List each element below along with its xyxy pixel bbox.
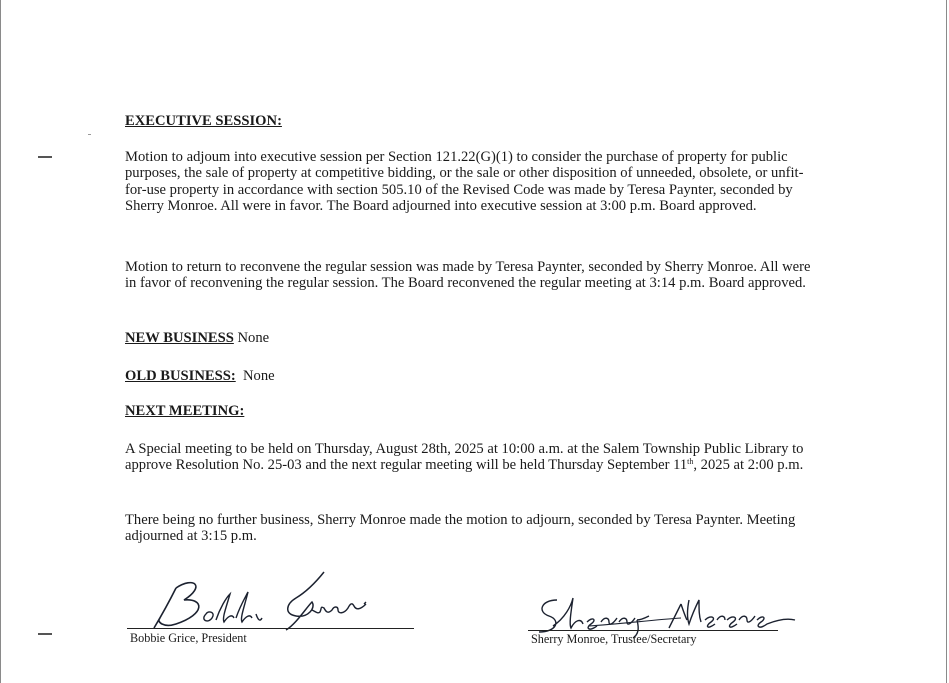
margin-mark: [38, 156, 52, 158]
new-business-heading: NEW BUSINESS: [125, 330, 234, 346]
president-signature: [146, 568, 386, 633]
closing-paragraph: There being no further business, Sherry Monroe made the motion to adjourn, seconded by Teresa Paynter. Meeting adjourned at 3:15 p.m.: [125, 512, 796, 545]
margin-tick: [88, 134, 91, 135]
new-business-value: None: [237, 330, 270, 346]
executive-session-heading: EXECUTIVE SESSION:: [125, 113, 282, 129]
next-meeting-heading: NEXT MEETING:: [125, 403, 245, 419]
old-business-line: [125, 368, 825, 384]
president-signature-line: [127, 628, 414, 629]
next-meeting-paragraph: A Special meeting to be held on Thursday, August 28th, 2025 at 10:00 a.m. at the Salem Township Public Library to approve Resolution No. 25-03 and the next regular meeting will be held Thursday September 11th, 2025 at 2:00 p.m.: [125, 441, 804, 474]
executive-session-paragraph: Motion to adjoum into executive session per Section 121.22(G)(1) to consider the purchase of property for public purposes, the sale of property at competitive bidding, or the sale or other disposition of unneeded, obsolete, or unfit-for-use property in accordance with section 505.10 of the Revised Code was made by Teresa Paynter, seconded by Sherry Monroe. All were in favor. The Board adjourned into executive session at 3:00 p.m. Board approved.: [125, 149, 804, 215]
reconvene-paragraph: Motion to return to reconvene the regular session was made by Teresa Paynter, seconded by Sherry Monroe. All were in favor of reconvening the regular session. The Board reconvened the regular meeting at 3:14 p.m. Board approved.: [125, 259, 811, 292]
margin-mark: [38, 633, 52, 635]
new-business-line: [125, 330, 825, 346]
old-business-value: None: [243, 368, 275, 384]
president-label: Bobbie Grice, President: [130, 631, 247, 645]
secretary-signature-line: [528, 630, 778, 631]
secretary-label: Sherry Monroe, Trustee/Secretary: [531, 632, 697, 646]
old-business-heading: OLD BUSINESS:: [125, 368, 236, 384]
